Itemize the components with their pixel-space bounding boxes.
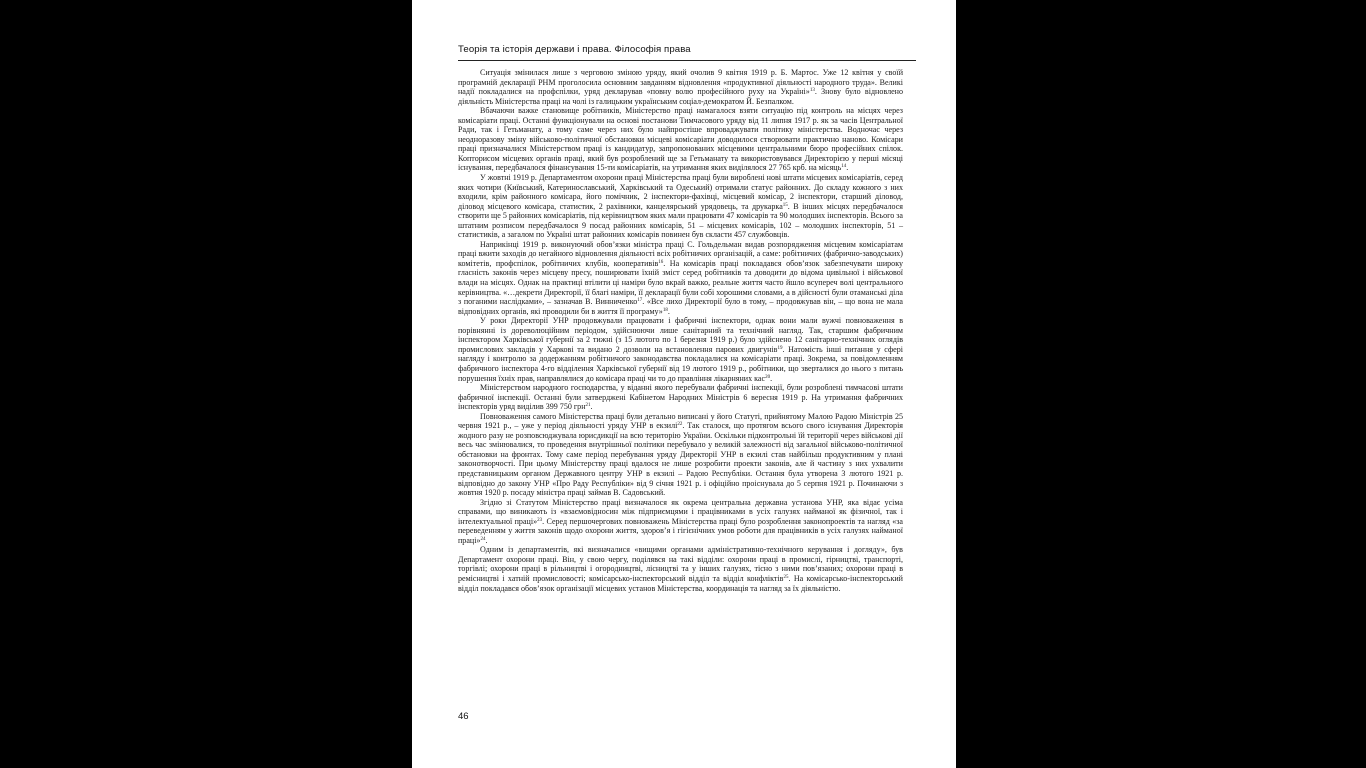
footnote-marker: 16	[658, 259, 664, 265]
text-run: .	[667, 306, 670, 316]
paragraph	[458, 498, 903, 546]
text-run: . Так сталося, що протягом всього свого існування Директорія жодного разу не розповсюджувала юрисдикції на всю територію України. Оскільки підконтрольні їй території через військові дії весь час змінювалися, то проведення внутрішньої політики перебувало у великій залежності від загальної військово-політичної обстановки на фронтах. Тому саме період перебування уряду Директорії УНР в екзилі став найбільш продуктивним у плані законотворчості. При цьому Міністерству праці вдалося не лише розробити проекти законів, але й частину з них ухвалити представницьким органом Державного центру УНР в екзилі – Радою Республіки. Остання була утворена 3 лютого 1921 р. відповідно до закону УНР «Про Раду Республіки» від 9 січня 1921 р. і офіційно проіснувала до 5 серпня 1921 р. Починаючи з жовтня 1920 р. посаду міністра праці займав В. Садовський.	[458, 421, 904, 498]
running-header: Теорія та історія держави і права. Філософія права	[458, 44, 691, 55]
footnote-marker: 14	[841, 164, 847, 170]
text-run: . В інших місцях передбачалося створити ще 5 районних комісаріатів, під керівництвом яких мали працювати 47 комісарів та 90 молодших інспекторів. Всього за штатним розписом передбачалося 9 посад районних комісарів, 51 – місцевих комісарів, 102 – молодших інспекторів, 51 – статистиків, а загалом по Україні штат районних комісарів повинен був скласти 457 службовців.	[458, 201, 903, 240]
footnote-marker: 24	[480, 536, 486, 542]
text-run: Ситуація змінилася лише з черговою зміною уряду, який очолив 9 квітня 1919 р. Б. Мартос. Уже 12 квітня у своїй програмній декларації РНМ проголосила основним завданням відновлення «продуктивної діяльності народного труда». Великі надії покладалися на профспілки, уряд декларував «повну волю професійного руху на Україні»	[458, 68, 903, 97]
text-run: Вбачаючи важке становище робітників, Міністерство праці намагалося взяти ситуацію під контроль на місцях через комісаріати праці. Останні функціонували на основі постанови Тимчасового уряду від 11 липня 1917 р. як за часів Центральної Ради, так і Гетьманату, а тому саме через них було найпростіше впроваджувати політику міністерства. Водночас через неодноразову зміну військово-політичної обстановки місцеві комісаріати доводилося створювати практично наново. Комісари праці призначалися Міністерством праці із кандидатур, запропонованих місцевими центральними бюро професійних спілок. Копторисом місцевих органів праці, який був розроблений ще за Гетьманату та використовувався Директорією у перші місяці існування, передбачалося фінансування 15-ти комісаріатів, на утримання яких виділялося 27 765 крб. на місяць	[458, 106, 903, 173]
text-run: Одним із департаментів, які визначалися «вищими органами адміністративно-технічного керування і догляду», був Департамент охорони праці. Він, у свою чергу, поділявся на такі відділи: охорони праці в промислі, гірництві, транспорті, торгівлі; охорони праці в рільництві і огородництві, лісництві та у інших галузях, тісно з ними пов’язаних; охорони праці в ремісництві і хатній промисловості; комісарсько-інспекторський відділ та відділ конфліктів	[458, 545, 903, 583]
text-run: .	[770, 373, 773, 383]
text-run: .	[485, 535, 488, 545]
text-run: .	[590, 402, 593, 412]
footnote-marker: 20	[765, 374, 771, 380]
page-number: 46	[458, 711, 469, 722]
paragraph	[458, 545, 903, 593]
document-page	[412, 0, 956, 768]
text-run: . Серед першочергових повноважень Міністерства праці було розроблення законопроектів та нагляд «за переведенням у життя законів щодо охорони життя, здоров’я і гігієнічних умов роботи для працівників в усіх галузях найманої праці»	[458, 516, 903, 545]
text-run: . «Все лихо Директорії було в тому, – продовжував він, – що вона не мала відповідних органів, які проводили би в життя її програму»	[458, 297, 903, 316]
text-run: У роки Директорії УНР продовжували працювати і фабричні інспектори, однак вони мали вужчі повноваження в порівнянні із дореволюційним періодом, здійснюючи лише санітарний та технічний нагляд. Так, старшим фабричним інспектором Харківської губернії за 2 тижні (з 15 лютого по 1 березня 1919 р.) було здійснено 12 санітарно-технічних оглядів промислових закладів у Харкові та видано 2 дозволи на встановлення парових двигунів	[458, 316, 903, 354]
text-run: Наприкінці 1919 р. виконуючий обов’язки міністра праці С. Гольдельман видав розпорядження місцевим комісаріатам праці вжити заходів до негайного відновлення діяльності всіх робітничих організацій, а саме: робітничих (фабрично-заводських) комітетів, профспілок, робітничих клубів, кооперативів	[458, 239, 903, 268]
text-run: . На комісарсько-інспекторський відділ покладався обов’язок організації місцевих установ Міністерства, координація та нагляд за їх діяльністю.	[458, 573, 903, 593]
paragraph	[458, 412, 903, 498]
footnote-marker: 13	[809, 88, 815, 94]
paragraph	[458, 68, 903, 106]
footnote-marker: 21	[585, 403, 591, 409]
text-run: . На комісарів праці покладався обов’язок забезпечувати широку гласність законів через місцеву пресу, поширювати їхній зміст серед робітників та доводити до відома цивільної і військової влади на місцях. Однак на практиці втілити ці наміри було вкрай важко, реальне життя часто йшло всупереч волі центрального керівництва. «…декрети Директорії, її благі наміри, її декларації були собі хорошими словами, а в дійсності були отаманські діла з поганими наслідками», – зазначав В. Винниченко	[458, 258, 904, 307]
footnote-marker: 15	[782, 202, 788, 208]
text-run: Згідно зі Статутом Міністерство праці визначалося як окрема центральна державна установа УНР, яка відає усіма справами, що виникають із «взаємовідносин між підприємцями і працівниками в усіх галузях найманої як фізичної, так і інтелектуальної праці»	[458, 497, 903, 526]
footnote-marker: 19	[777, 345, 783, 351]
paragraph	[458, 240, 903, 316]
body-text	[458, 68, 903, 593]
text-run: .	[846, 163, 849, 173]
paragraph	[458, 106, 903, 173]
footnote-marker: 23	[537, 517, 543, 523]
header-rule	[458, 60, 916, 61]
text-run: . Натомість інші питання у сфері нагляду і контролю за додержанням робітничого законодавства покладалися на комісаріати праці. Зокрема, за повідомленням фабричного інспектора 4-го відділення Харківської губернії від 19 лютого 1919 р., робітники, що зверталися до нього з питань порушення їхніх прав, направлялися до комісара праці чи то до правління лікарняних кас	[458, 344, 904, 383]
footnote-marker: 18	[662, 307, 668, 313]
text-run: . Знову було відновлено діяльність Міністерства праці на чолі із галицьким українським соціал-демократом Й. Безпалком.	[458, 87, 903, 106]
footnote-marker: 22	[677, 422, 683, 428]
paragraph	[458, 316, 903, 383]
footnote-marker: 17	[637, 298, 643, 304]
footnote-marker: 25	[783, 574, 789, 580]
text-run: У жовтні 1919 р. Департаментом охорони праці Міністерства праці були вироблені нові штати місцевих комісаріатів, серед яких чотири (Київський, Катеринославський, Харківський та Одеський) отримали статус районних. До складу кожного з них входили, крім районного комісара, його помічник, 2 інспектори-фахівці, місцевий комісар, 2 інспектори, старший діловод, діловод місцевого комісара, статистик, 2 рахівники, канцелярський урядовець, та друкарка	[458, 173, 903, 211]
paragraph	[458, 383, 903, 412]
paragraph	[458, 173, 903, 240]
text-run: Повноваження самого Міністерства праці були детально виписані у його Статуті, прийнятому Малою Радою Міністрів 25 червня 1921 р., – уже у період діяльності уряду УНР в екзилі	[458, 411, 903, 431]
text-run: Міністерством народного господарства, у віданні якого перебували фабричні інспекції, були розроблені тимчасові штати фабричної інспекції. Останні були затверджені Кабінетом Народних Міністрів 6 вересня 1919 р. На утримання фабричних інспекторів уряд виділив 399 750 грн	[458, 383, 903, 412]
